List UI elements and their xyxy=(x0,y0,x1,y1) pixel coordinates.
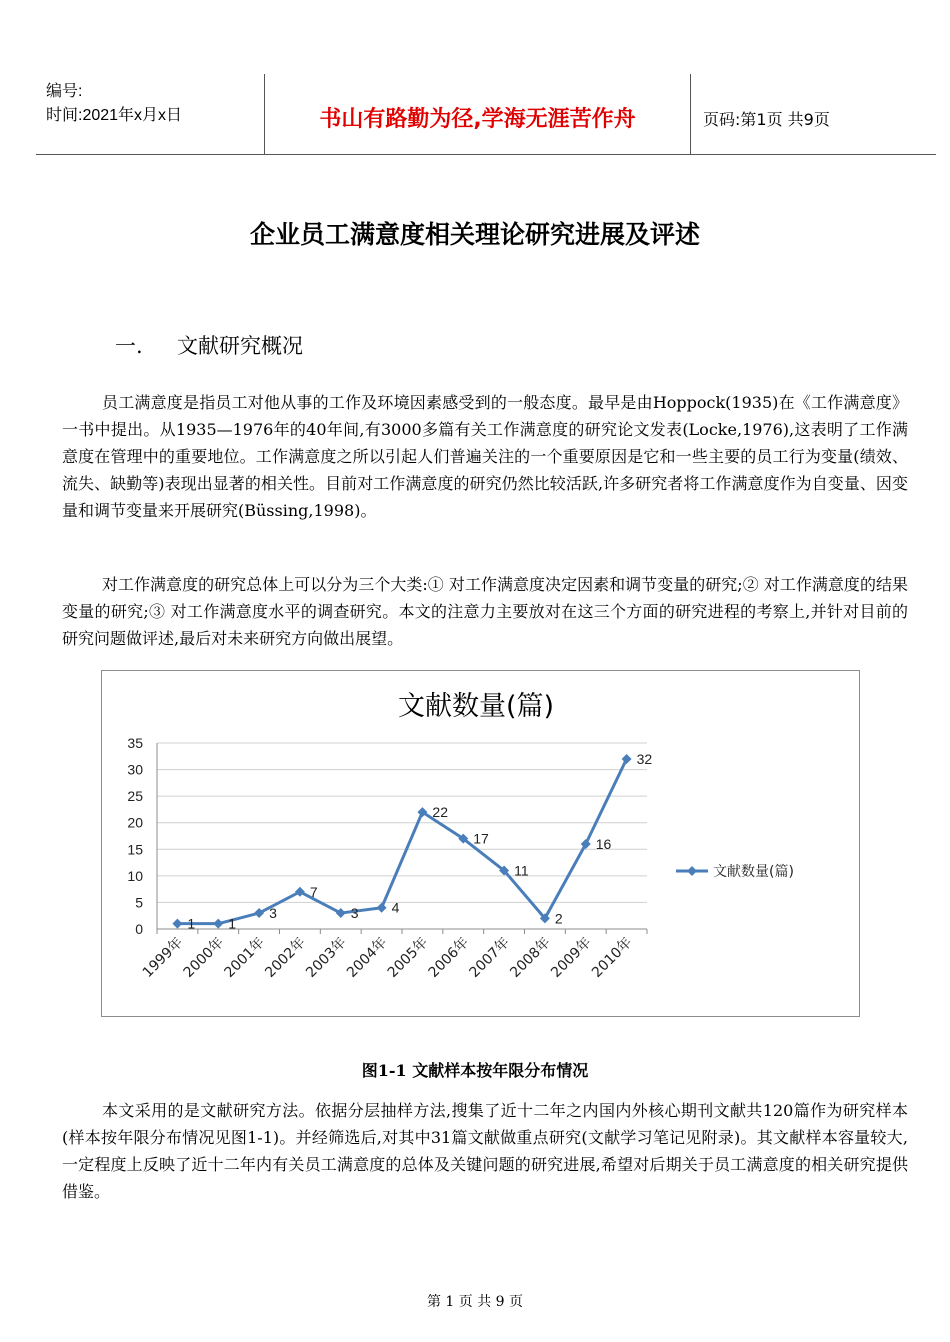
doc-time-label: 时间:2021年x月x日 xyxy=(46,107,183,124)
data-point xyxy=(377,903,387,913)
legend-label: 文献数量(篇) xyxy=(713,864,794,880)
data-point xyxy=(172,919,182,929)
page-footer: 第 1 页 共 9 页 xyxy=(426,1294,524,1310)
y-tick-label: 5 xyxy=(135,894,143,911)
data-label: 22 xyxy=(432,804,448,821)
document-title: 企业员工满意度相关理论研究进展及评述 xyxy=(249,220,700,249)
y-tick-label: 35 xyxy=(127,735,143,751)
data-label: 11 xyxy=(514,862,529,879)
x-tick-label: 2008年 xyxy=(507,934,554,981)
header-motto-cell xyxy=(265,74,691,154)
chart-canvas xyxy=(102,671,859,1016)
literature-count-chart xyxy=(101,670,860,1017)
x-tick-label: 2010年 xyxy=(588,934,636,981)
header-page-code: 页码:第1页 共9页 xyxy=(703,110,830,129)
x-tick-label: 2001年 xyxy=(221,934,268,981)
data-label: 1 xyxy=(228,915,237,932)
y-tick-label: 30 xyxy=(127,761,143,778)
data-label: 17 xyxy=(473,830,489,847)
data-label: 7 xyxy=(309,883,318,900)
data-label: 2 xyxy=(554,910,563,927)
x-tick-label: 2000年 xyxy=(180,934,228,981)
data-point xyxy=(213,919,223,929)
header-meta-cell xyxy=(36,74,265,154)
x-tick-label: 2006年 xyxy=(425,934,473,981)
data-label: 3 xyxy=(269,905,277,922)
data-label: 3 xyxy=(350,905,359,922)
x-tick-label: 2004年 xyxy=(343,934,391,981)
y-tick-label: 0 xyxy=(135,921,143,937)
data-label: 32 xyxy=(636,750,653,767)
section-number: 一. xyxy=(115,334,143,358)
figure-caption: 图1-1 文献样本按年限分布情况 xyxy=(361,1061,589,1080)
legend-marker xyxy=(687,866,697,876)
chart-title: 文献数量(篇) xyxy=(397,691,555,722)
doc-number-label: 编号: xyxy=(46,83,83,100)
x-tick-label: 2002年 xyxy=(262,934,309,981)
x-tick-label: 2009年 xyxy=(548,934,595,981)
header-motto: 书山有路勤为径,学海无涯苦作舟 xyxy=(319,107,636,132)
paragraph-3: 本文采用的是文献研究方法。依据分层抽样方法,搜集了近十二年之内国内外核心期刊文献共120篇作为研究样本(样本按年限分布情况见图1-1)。并经筛选后,对其中31篇文献做重点研究(文献学习笔记见附录)。其文献样本容量较大,一定程度上反映了近十二年内有关员工满意度的总体及关键问题的研究进展,希望对后期关于员工满意度的相关研究提供借鉴。 xyxy=(62,1101,908,1201)
y-tick-label: 20 xyxy=(127,814,143,831)
y-tick-label: 15 xyxy=(127,841,143,858)
series-line xyxy=(177,759,626,927)
data-label: 4 xyxy=(391,899,400,916)
page-header xyxy=(36,74,936,155)
y-tick-label: 25 xyxy=(127,788,143,805)
section-heading xyxy=(115,330,303,360)
x-tick-label: 2007年 xyxy=(466,934,513,981)
paragraph-2: 对工作满意度的研究总体上可以分为三个大类:① 对工作满意度决定因素和调节变量的研究;② 对工作满意度的结果变量的研究;③ 对工作满意度水平的调查研究。本文的注意力主要放对在这三个方面的研究进程的考察上,并针对目前的研究问题做评述,最后对未来研究方向做出展望。 xyxy=(62,575,908,648)
data-label: 16 xyxy=(595,835,612,852)
paragraph-1: 员工满意度是指员工对他从事的工作及环境因素感受到的一般态度。最早是由Hoppock(1935)在《工作满意度》一书中提出。从1935—1976年的40年间,有3000多篇有关工作满意度的研究论文发表(Locke,1976),这表明了工作满意度在管理中的重要地位。工作满意度之所以引起人们普遍关注的一个重要原因是它和一些主要的员工行为变量(绩效、流失、缺勤等)表现出显著的相关性。目前对工作满意度的研究仍然比较活跃,许多研究者将工作满意度作为自变量、因变量和调节变量来开展研究(Büssing,1998)。 xyxy=(62,393,908,520)
x-tick-label: 2005年 xyxy=(384,934,432,981)
x-tick-label: 1999年 xyxy=(139,934,187,981)
section-title: 文献研究概况 xyxy=(177,334,303,358)
data-label: 1 xyxy=(187,915,196,932)
y-tick-label: 10 xyxy=(127,867,143,884)
data-point xyxy=(622,754,632,764)
header-page-cell xyxy=(691,74,936,154)
x-tick-label: 2003年 xyxy=(303,934,350,981)
